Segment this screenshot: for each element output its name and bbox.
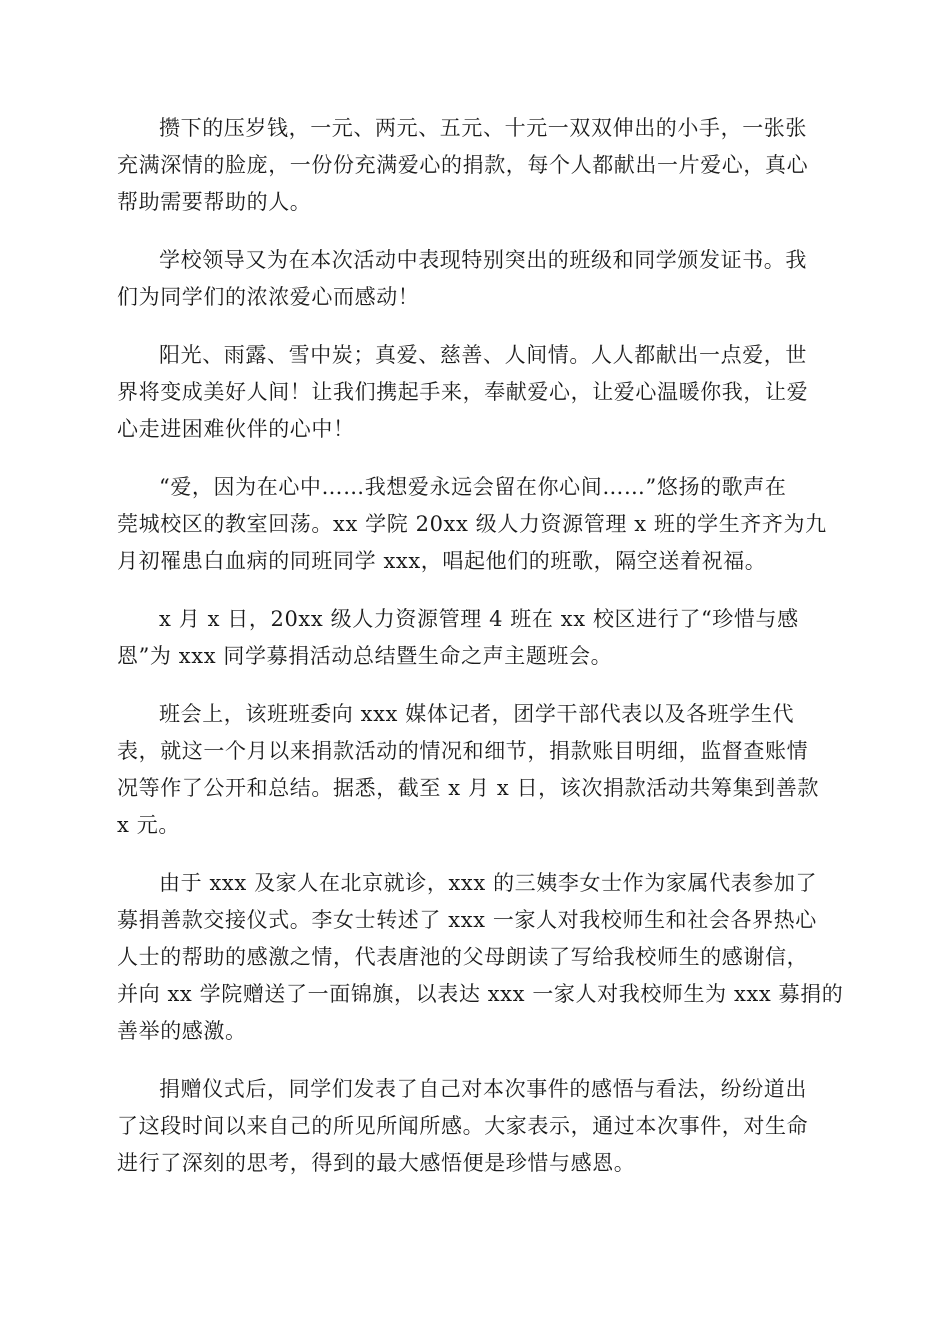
text-line: 善举的感激。: [117, 1019, 247, 1043]
text-line: 人士的帮助的感激之情，代表唐池的父母朗读了写给我校师生的感谢信，: [117, 945, 809, 969]
text-line: 班会上，该班班委向 xxx 媒体记者，团学干部代表以及各班学生代: [159, 702, 795, 726]
paragraph-7: [117, 865, 844, 1050]
paragraph-6: [117, 696, 833, 844]
text-line: x 月 x 日，20xx 级人力资源管理 4 班在 xx 校区进行了“珍惜与感: [159, 607, 799, 631]
paragraph-2: [117, 242, 833, 316]
paragraph-1: [117, 110, 833, 221]
text-line: 界将变成美好人间！让我们携起手来，奉献爱心，让爱心温暖你我，让爱: [117, 380, 809, 404]
paragraph-4: [117, 469, 833, 580]
text-line: 募捐善款交接仪式。李女士转述了 xxx 一家人对我校师生和社会各界热心: [117, 908, 817, 932]
text-line: 心走进困难伙伴的心中！: [117, 417, 355, 441]
text-line: 恩”为 xxx 同学募捐活动总结暨生命之声主题班会。: [117, 644, 613, 668]
text-line: 月初罹患白血病的同班同学 xxx，唱起他们的班歌，隔空送着祝福。: [117, 549, 767, 573]
text-line: 捐赠仪式后，同学们发表了自己对本次事件的感悟与看法，纷纷道出: [159, 1077, 807, 1101]
text-line: 学校领导又为在本次活动中表现特别突出的班级和同学颁发证书。我: [159, 248, 807, 272]
text-line: 进行了深刻的思考，得到的最大感悟便是珍惜与感恩。: [117, 1151, 636, 1175]
text-line: 莞城校区的教室回荡。xx 学院 20xx 级人力资源管理 x 班的学生齐齐为九: [117, 512, 827, 536]
text-line: 况等作了公开和总结。据悉，截至 x 月 x 日，该次捐款活动共筹集到善款: [117, 776, 819, 800]
paragraph-5: [117, 601, 833, 675]
text-line: x 元。: [117, 813, 180, 837]
text-line: 阳光、雨露、雪中炭；真爱、慈善、人间情。人人都献出一点爱，世: [159, 343, 807, 367]
text-line: 由于 xxx 及家人在北京就诊，xxx 的三姨李女士作为家属代表参加了: [159, 871, 818, 895]
text-line: 攒下的压岁钱，一元、两元、五元、十元一双双伸出的小手，一张张: [159, 116, 807, 140]
text-line: 表，就这一个月以来捐款活动的情况和细节，捐款账目明细，监督查账情: [117, 739, 809, 763]
text-line: 并向 xx 学院赠送了一面锦旗，以表达 xxx 一家人对我校师生为 xxx 募捐的: [117, 982, 844, 1006]
paragraph-8: [117, 1071, 833, 1182]
text-line: “爱，因为在心中……我想爱永远会留在你心间……”悠扬的歌声在: [159, 475, 787, 499]
text-line: 帮助需要帮助的人。: [117, 190, 312, 214]
text-line: 们为同学们的浓浓爱心而感动！: [117, 285, 420, 309]
text-line: 充满深情的脸庞，一份份充满爱心的捐款，每个人都献出一片爱心，真心: [117, 153, 809, 177]
paragraph-3: [117, 337, 833, 448]
document-body: [117, 110, 844, 1203]
text-line: 了这段时间以来自己的所见所闻所感。大家表示，通过本次事件，对生命: [117, 1114, 809, 1138]
